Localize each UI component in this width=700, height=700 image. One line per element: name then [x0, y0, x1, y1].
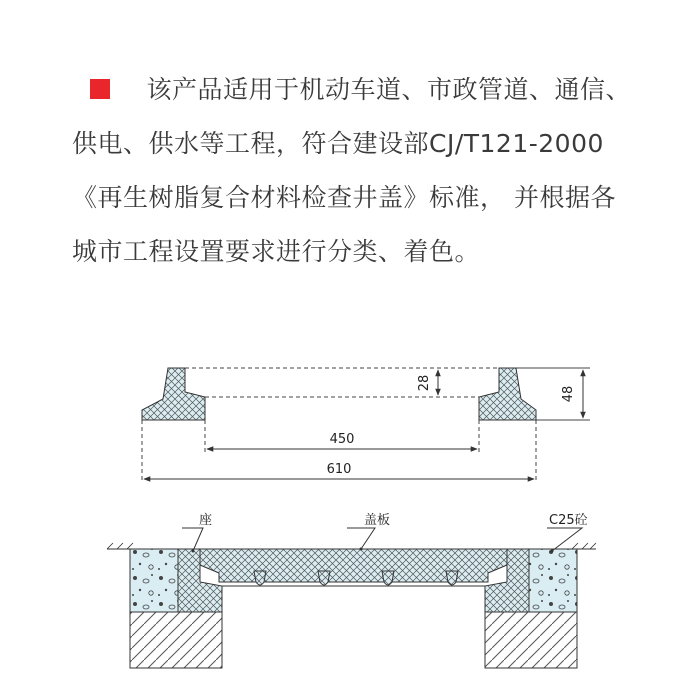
right-frame-profile [479, 368, 536, 420]
left-foundation-wall [130, 612, 222, 668]
dim-610-label: 610 [326, 462, 352, 477]
text-line-3: 《再生树脂复合材料检查井盖》标准， 并根据各 [72, 183, 616, 212]
dim-450-label: 450 [329, 432, 355, 447]
text-line-4: 城市工程设置要求进行分类、着色。 [72, 237, 481, 266]
left-frame-profile [142, 368, 205, 420]
text-line-1-content: 该产品适用于机动车道、市政管道、通信、 [146, 75, 631, 104]
installation-section-drawing [107, 512, 596, 668]
left-concrete-fill [130, 549, 178, 612]
dim-48-label: 48 [561, 385, 576, 403]
text-line-2: 供电、供水等工程，符合建设部CJ/T121-2000 [72, 129, 604, 158]
frame-section-drawing [142, 368, 590, 482]
label-cover: 盖板 [364, 513, 391, 528]
cover-plate [200, 549, 507, 582]
right-concrete-fill [529, 549, 577, 612]
label-seat: 座 [199, 513, 213, 528]
label-concrete: C25砼 [549, 513, 588, 528]
right-foundation-wall [485, 612, 577, 668]
dim-28-label: 28 [417, 374, 432, 392]
